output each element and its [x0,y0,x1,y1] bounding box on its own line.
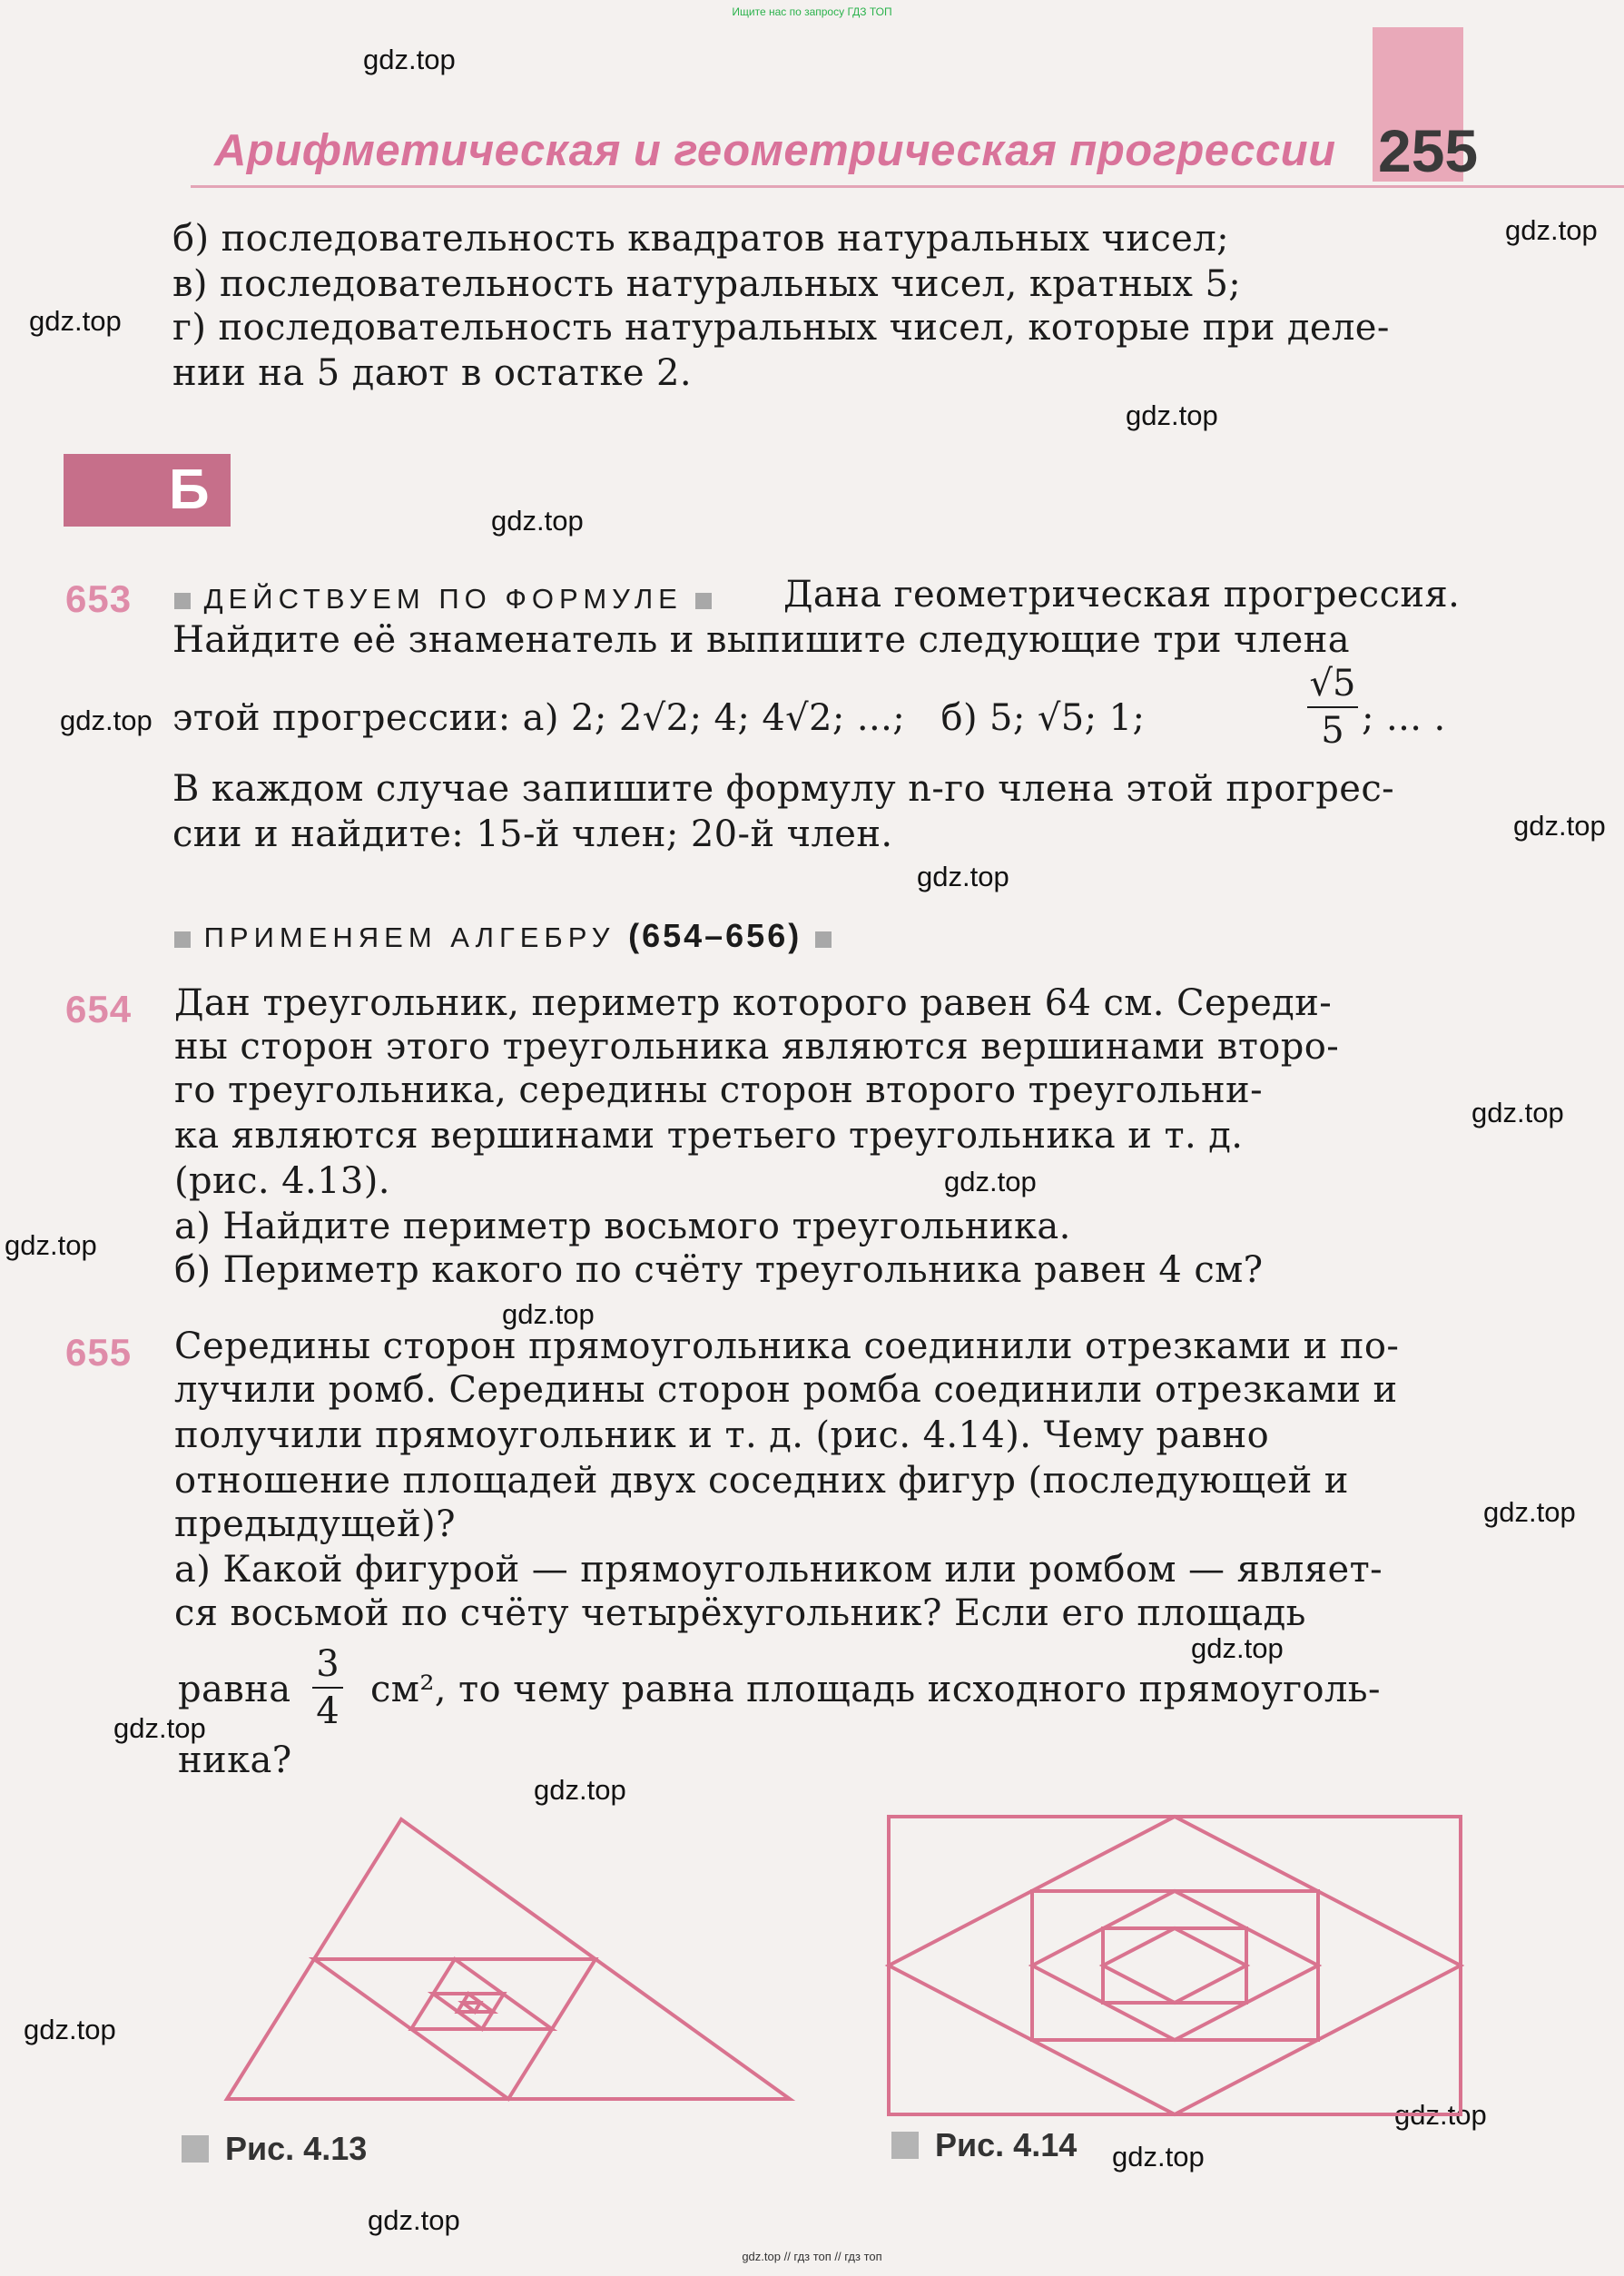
caption-square-icon [182,2135,209,2163]
p654-line2: ны сторон этого треугольника являются вершинами второ- [174,1026,1340,1068]
p653-line1: Дана геометрическая прогрессия. [783,574,1461,616]
p653-line4: В каждом случае запишите формулу n-го члена этой прогрес- [172,768,1395,810]
watermark: gdz.top [363,44,456,75]
fraction-sqrt5-over-5 [1307,663,1358,752]
p653-line3: этой прогрессии: а) 2; 2√2; 4; 4√2; ...; б) 5; √5; 1; [172,697,1146,739]
watermark: gdz.top [29,305,122,337]
group-tag-label: ПРИМЕНЯЕМ АЛГЕБРУ [203,921,615,953]
fraction-bar [1307,706,1358,708]
p655-item-a-line3-end: см², то чему равна площадь исходного прямоуголь- [370,1669,1381,1710]
p655-line1: Середины сторон прямоугольника соединили отрезками и по- [174,1325,1400,1367]
watermark: gdz.top [944,1166,1037,1197]
rhombus-1 [889,1817,1461,2114]
p654-line1: Дан треугольник, периметр которого равен 64 см. Середи- [174,982,1333,1024]
item-g-line2: нии на 5 дают в остатке 2. [172,352,693,394]
item-b: б) последовательность квадратов натуральных чисел; [172,218,1230,260]
tag-square-icon [174,931,191,948]
p653-line3-end: ; ... . [1362,697,1446,739]
rhombus-2 [1032,1891,1318,2040]
watermark: gdz.top [1394,2099,1487,2131]
section-letter: Б [169,458,210,521]
figure-caption-4-13: Рис. 4.13 [225,2130,368,2167]
p654-line4: ка являются вершинами третьего треугольника и т. д. [174,1115,1244,1157]
p654-line3: го треугольника, середины сторон второго треугольни- [174,1069,1264,1111]
watermark: gdz.top [1505,214,1598,246]
problem-number: 654 [65,988,133,1030]
watermark: gdz.top [1191,1632,1284,1664]
tag-square-icon [815,931,832,948]
watermark: gdz.top [1112,2141,1205,2173]
p655-line3: получили прямоугольник и т. д. (рис. 4.14). Чему равно [174,1414,1270,1456]
bottom-note: gdz.top // гдз топ // гдз топ [742,2250,882,2263]
fraction-numerator: √5 [1309,663,1356,704]
fraction-numerator: 3 [316,1643,340,1685]
p654-item-a: а) Найдите периметр восьмого треугольника. [174,1206,1071,1247]
p654-item-b: б) Периметр какого по счёту треугольника равен 4 см? [174,1249,1264,1291]
p655-item-a-line3-start: равна [178,1669,291,1710]
p655-line2: лучили ромб. Середины сторон ромба соединили отрезками и [174,1369,1398,1411]
page-number: 255 [1378,117,1479,184]
p655-item-a-line2: ся восьмой по счёту четырёхугольник? Если его площадь [174,1592,1306,1634]
fraction-3-over-4 [312,1643,343,1732]
watermark: gdz.top [1513,810,1606,842]
watermark: gdz.top [534,1774,626,1806]
watermark: gdz.top [5,1229,97,1261]
fraction-denominator: 4 [316,1690,340,1732]
item-g-line1: г) последовательность натуральных чисел, которые при деле- [172,307,1390,349]
watermark: gdz.top [1483,1496,1576,1528]
watermark: gdz.top [491,505,584,537]
p653-line5: сии и найдите: 15-й член; 20-й член. [172,813,893,855]
top-search-note: Ищите нас по запросу ГДЗ ТОП [732,5,892,18]
p655-line5: предыдущей)? [174,1503,456,1545]
watermark: gdz.top [368,2204,460,2236]
tag-square-icon [695,593,712,609]
rectangle-1 [889,1817,1461,2114]
watermark: gdz.top [1126,399,1218,431]
watermark: gdz.top [917,861,1009,892]
rectangle-2 [1032,1891,1318,2040]
watermark: gdz.top [113,1712,206,1744]
tag-square-icon [174,593,191,609]
p655-line4: отношение площадей двух соседних фигур (последующей и [174,1460,1349,1502]
method-tag [174,583,712,616]
problem-number: 653 [65,577,133,620]
group-tag-range: (654–656) [628,917,802,954]
figure-4-13-triangles [209,1807,808,2115]
p654-line5: (рис. 4.13). [174,1160,390,1202]
caption-square-icon [891,2132,919,2159]
figure-4-14-rect-rhombus [884,1812,1483,2121]
p653-line2: Найдите её знаменатель и выпишите следующие три члена [172,619,1351,661]
fraction-bar [312,1687,343,1689]
p655-item-a-line4: ника? [178,1739,292,1781]
watermark: gdz.top [24,2014,116,2045]
problem-number: 655 [65,1331,133,1374]
item-v: в) последовательность натуральных чисел, кратных 5; [172,263,1242,305]
running-header-title: Арифметическая и геометрическая прогрессии [214,126,1336,175]
rhombus-3 [1103,1928,1246,2003]
watermark: gdz.top [1471,1097,1564,1128]
watermark: gdz.top [60,704,153,736]
rectangle-3 [1103,1928,1246,2003]
header-rule [191,185,1624,188]
figure-caption-4-14: Рис. 4.14 [935,2126,1078,2163]
p655-item-a-line1: а) Какой фигурой — прямоугольником или ромбом — являет- [174,1549,1383,1591]
method-tag-label: ДЕЙСТВУЕМ ПО ФОРМУЛЕ [203,583,683,615]
watermark: gdz.top [502,1298,595,1330]
fraction-denominator: 5 [1321,710,1344,752]
group-tag [174,917,832,955]
